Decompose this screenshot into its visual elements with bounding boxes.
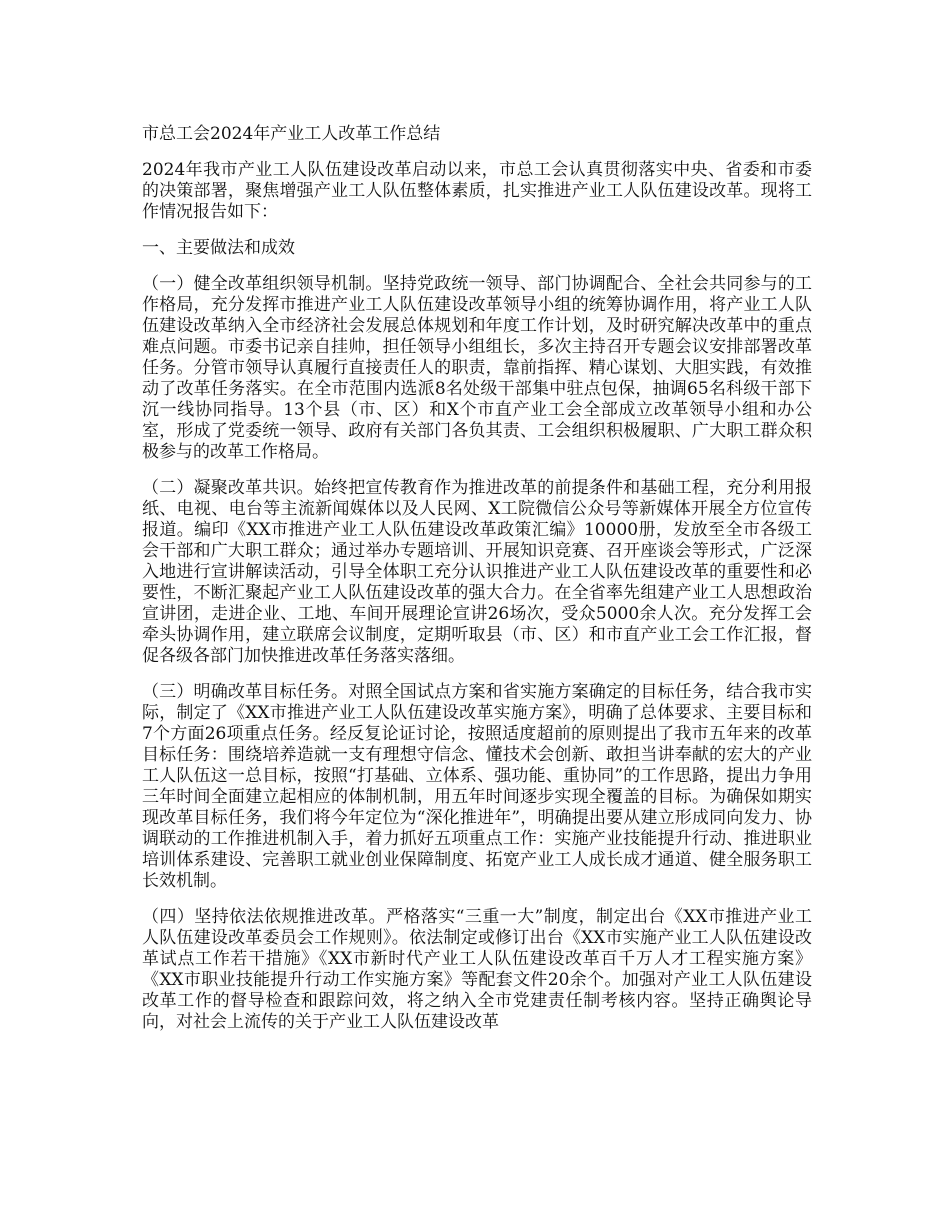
document-page: [142, 124, 812, 1048]
document-title: 市总工会2024年产业工人改革工作总结: [142, 124, 441, 144]
paragraph-consensus: （二）凝聚改革共识。始终把宣传教育作为推进改革的前提条件和基础工程，充分利用报纸、电视、电台等主流新闻媒体以及人民网、X工院微信公众号等新媒体开展全方位宣传报道。编印《XX市推进产业工人队伍建设改革政策汇编》10000册，发放至全市各级工会干部和广大职工群众；通过举办专题培训、开展知识竞赛、召开座谈会等形式，广泛深入地进行宣讲解读活动，引导全体职工充分认识推进产业工人队伍建设改革的重要性和必要性，不断汇聚起产业工人队伍建设改革的强大合力。在全省率先组建产业工人思想政治宣讲团，走进企业、工地、车间开展理论宣讲26场次，受众5000余人次。充分发挥工会牵头协调作用，建立联席会议制度，定期听取县（市、区）和市直产业工会工作汇报，督促各级各部门加快推进改革任务落实落细。: [142, 478, 812, 666]
paragraph-legal: （四）坚持依法依规推进改革。严格落实“三重一大”制度，制定出台《XX市推进产业工人队伍建设改革委员会工作规则》。依法制定或修订出台《XX市实施产业工人队伍建设改革试点工作若干措施》《XX市新时代产业工人队伍建设改革百千万人才工程实施方案》《XX市职业技能提升行动工作实施方案》等配套文件20余个。加强对产业工人队伍建设改革工作的督导检查和跟踪问效，将之纳入全市党建责任制考核内容。坚持正确舆论导向，对社会上流传的关于产业工人队伍建设改革: [142, 907, 812, 1032]
paragraph-organization: （一）健全改革组织领导机制。坚持党政统一领导、部门协调配合、全社会共同参与的工作格局，充分发挥市推进产业工人队伍建设改革领导小组的统筹协调作用，将产业工人队伍建设改革纳入全市经济社会发展总体规划和年度工作计划，及时研究解决改革中的重点难点问题。市委书记亲自挂帅，担任领导小组组长，多次主持召开专题会议安排部署改革任务。分管市领导认真履行直接责任人的职责，靠前指挥、精心谋划、大胆实践，有效推动了改革任务落实。在全市范围内选派8名处级干部集中驻点包保，抽调65名科级干部下沉一线协同指导。13个县（市、区）和X个市直产业工会全部成立改革领导小组和办公室，形成了党委统一领导、政府有关部门各负其责、工会组织积极履职、广大职工群众积极参与的改革工作格局。: [142, 274, 812, 462]
paragraph-goals: （三）明确改革目标任务。对照全国试点方案和省实施方案确定的目标任务，结合我市实际，制定了《XX市推进产业工人队伍建设改革实施方案》，明确了总体要求、主要目标和7个方面26项重点任务。经反复论证讨论，按照适度超前的原则提出了我市五年来的改革目标任务：围绕培养造就一支有理想守信念、懂技术会创新、敢担当讲奉献的宏大的产业工人队伍这一总目标，按照“打基础、立体系、强功能、重协同”的工作思路，提出力争用三年时间全面建立起相应的体制机制，用五年时间逐步实现全覆盖的目标。为确保如期实现改革目标任务，我们将今年定位为“深化推进年”，明确提出要从建立形成同向发力、协调联动的工作推进机制入手，着力抓好五项重点工作：实施产业技能提升行动、推进职业培训体系建设、完善职工就业创业保障制度、拓宽产业工人成长成才通道、健全服务职工长效机制。: [142, 682, 812, 891]
intro-paragraph: 2024年我市产业工人队伍建设改革启动以来，市总工会认真贯彻落实中央、省委和市委的决策部署，聚焦增强产业工人队伍整体素质，扎实推进产业工人队伍建设改革。现将工作情况报告如下：: [142, 160, 812, 222]
section-heading: 一、主要做法和成效: [142, 238, 295, 258]
